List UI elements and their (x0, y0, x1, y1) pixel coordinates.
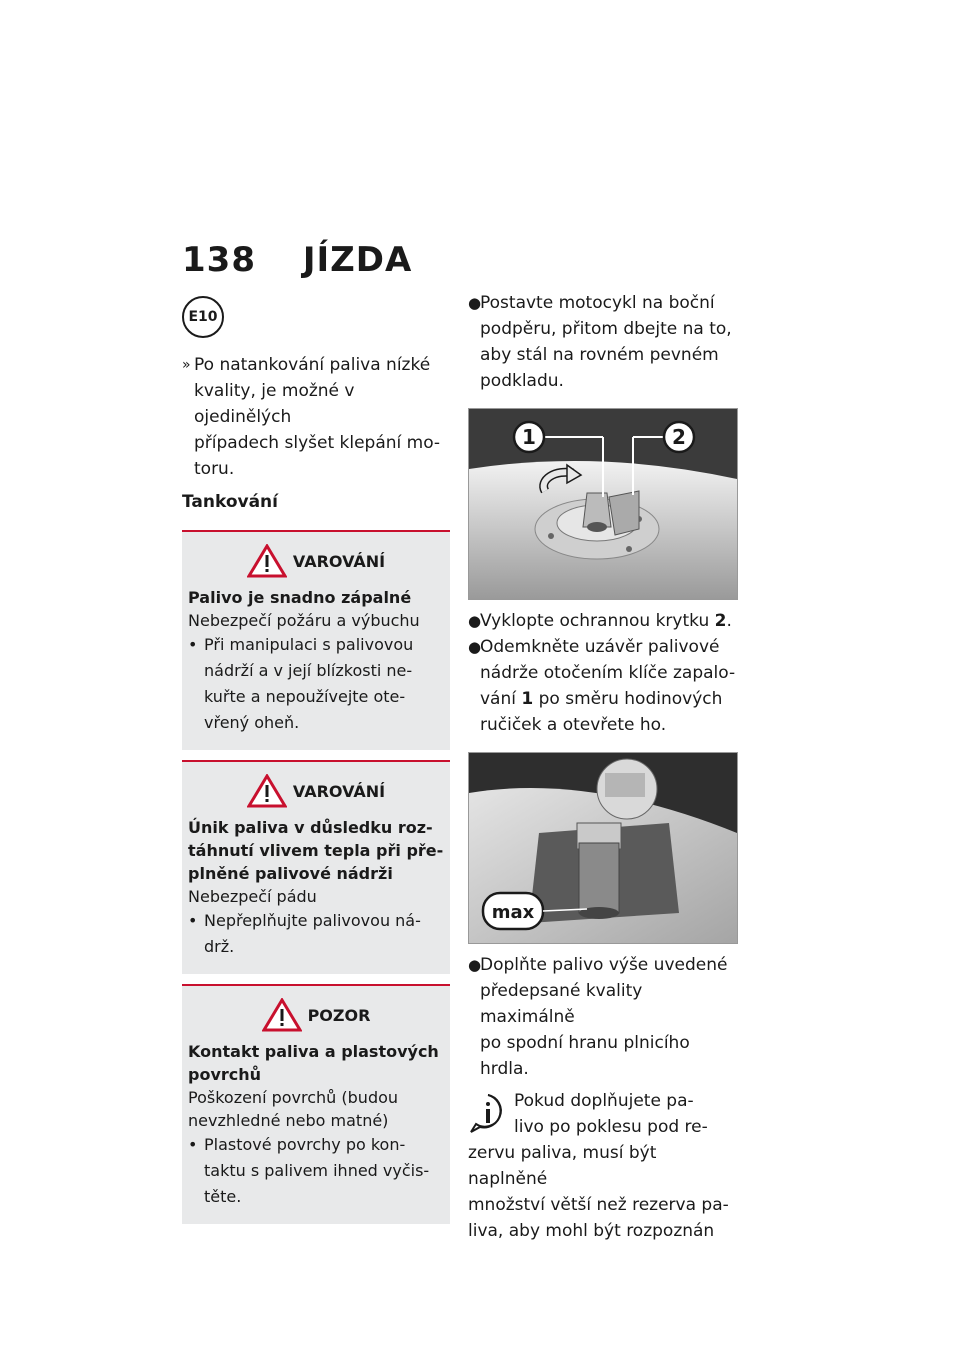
warning-title: Kontakt paliva a plastových (188, 1042, 439, 1061)
warning-triangle-icon (247, 544, 287, 578)
fuel-cap-figure (468, 408, 738, 600)
caution-label: POZOR (307, 1005, 371, 1025)
warning-title: Palivo je snadno zápalné (188, 588, 412, 607)
warning-bullet: • Plastové povrchy po kon- taktu s palivem ihned vyčis- těte. (188, 1135, 430, 1206)
section-title: Tankování (182, 492, 278, 512)
warning-bullet: • Nepřeplňujte palivovou ná- drž. (188, 911, 421, 956)
warning-title: táhnutí vlivem tepla při pře- (188, 841, 444, 860)
step-item: ● Odemkněte uzávěr palivové nádrže otočením klíče zapalo- vání 1 po směru hodinových ručiček a otevřete ho. (468, 637, 736, 735)
caution-box (182, 984, 450, 1224)
e10-fuel-badge: E10 (182, 296, 224, 338)
warning-triangle-icon (262, 998, 302, 1032)
warning-title: povrchů (188, 1065, 262, 1084)
info-note: Pokud doplňujete pa- livo po poklesu pod re- zervu paliva, musí být naplněné množství větší než rezerva pa- liva, aby mohl být rozpoznán (468, 1091, 729, 1241)
info-icon (468, 1092, 508, 1134)
fuel-cap-illustration (469, 409, 737, 599)
warning-triangle-icon (247, 774, 287, 808)
fuel-level-figure (468, 752, 738, 944)
warning-title: Únik paliva v důsledku roz- (188, 818, 433, 837)
fuel-filler-illustration (469, 753, 737, 943)
page-header (182, 240, 412, 280)
callout-2: 2 (672, 425, 686, 449)
right-column (468, 290, 738, 1244)
left-column (182, 296, 450, 1234)
page-title: JÍZDA (302, 240, 413, 280)
step-item: ● Postavte motocykl na boční podpěru, přitom dbejte na to, aby stál na rovném pevném podkladu. (468, 293, 732, 391)
warning-label: VAROVÁNÍ (292, 781, 386, 801)
warning-text: Nebezpečí požáru a výbuchu (188, 611, 420, 630)
warning-text: Nebezpečí pádu (188, 887, 317, 906)
max-label: max (491, 902, 535, 923)
warning-label: VAROVÁNÍ (292, 551, 386, 571)
note-paragraph: » Po natankování paliva nízké kvality, je možné v ojedinělých případech slyšet klepání mo- toru. (182, 355, 441, 479)
warning-box (182, 530, 450, 750)
callout-1: 1 (522, 425, 536, 449)
warning-title: plněné palivové nádrži (188, 864, 393, 883)
warning-bullet: • Při manipulaci s palivovou nádrží a v její blízkosti ne- kuřte a nepoužívejte ote- vřený oheň. (188, 635, 414, 732)
warning-box (182, 760, 450, 974)
warning-text: nevzhledné nebo matné) (188, 1111, 389, 1130)
step-item: ● Vyklopte ochrannou krytku 2. (468, 611, 732, 631)
step-item: ● Doplňte palivo výše uvedené předepsané kvality maximálně po spodní hranu plnicího hrdla. (468, 955, 728, 1079)
warning-text: Poškození povrchů (budou (188, 1088, 399, 1107)
page-number: 138 (182, 240, 256, 280)
